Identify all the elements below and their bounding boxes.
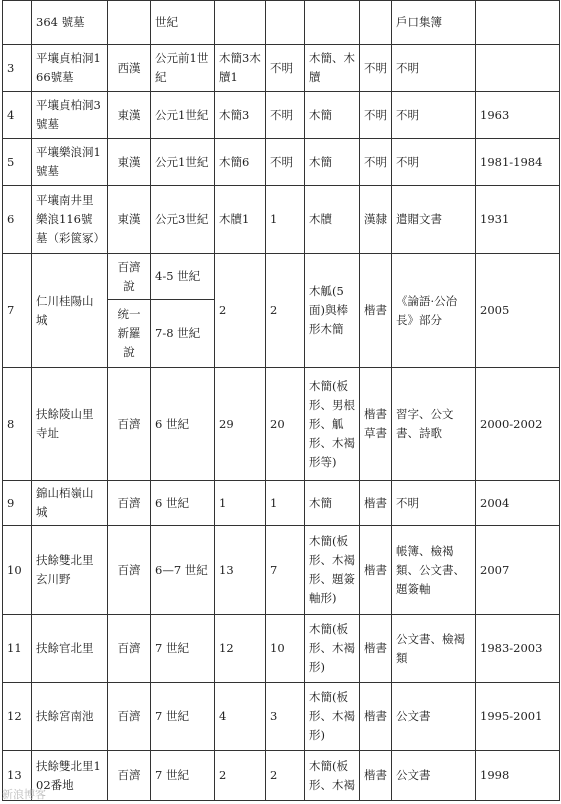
cell-count xyxy=(266,1,305,45)
cell-content: 習字、公文書、詩歌 xyxy=(392,368,476,481)
cell-no xyxy=(3,1,32,45)
cell-no: 7 xyxy=(3,254,32,368)
cell-site: 平壤南井里樂浪116號墓（彩篋冢） xyxy=(32,186,108,254)
cell-no: 5 xyxy=(3,139,32,186)
cell-type: 13 xyxy=(215,526,266,615)
cell-era: 7 世紀 xyxy=(151,615,215,683)
cell-no: 12 xyxy=(3,683,32,751)
cell-content: 公文書 xyxy=(392,751,476,801)
cell-no: 3 xyxy=(3,45,32,92)
cell-site: 扶餘宮南池 xyxy=(32,683,108,751)
cell-site: 平壤樂浪洞1號墓 xyxy=(32,139,108,186)
table-row xyxy=(3,254,560,300)
cell-content: 公文書、檢褐類 xyxy=(392,615,476,683)
cell-no: 8 xyxy=(3,368,32,481)
cell-type: 木牘1 xyxy=(215,186,266,254)
cell-material: 木簡(板形、木褐形) xyxy=(305,615,360,683)
cell-era: 世紀 xyxy=(151,1,215,45)
cell-script: 不明 xyxy=(360,92,392,139)
cell-no: 13 xyxy=(3,751,32,801)
cell-year xyxy=(476,1,560,45)
cell-era: 6 世紀 xyxy=(151,368,215,481)
cell-type: 木簡3 xyxy=(215,92,266,139)
cell-site: 扶餘雙北里玄川野 xyxy=(32,526,108,615)
cell-count: 1 xyxy=(266,186,305,254)
cell-material: 木簡、木牘 xyxy=(305,45,360,92)
cell-dynasty: 百濟 xyxy=(108,368,151,481)
cell-script: 楷書 xyxy=(360,683,392,751)
cell-count: 不明 xyxy=(266,45,305,92)
table-row xyxy=(3,481,560,526)
cell-count: 2 xyxy=(266,254,305,368)
cell-dynasty: 百濟 xyxy=(108,751,151,801)
cell-count: 3 xyxy=(266,683,305,751)
cell-type: 2 xyxy=(215,751,266,801)
cell-year: 1963 xyxy=(476,92,560,139)
cell-material: 木簡(板形、男根形、觚形、木褐形等) xyxy=(305,368,360,481)
cell-year xyxy=(476,45,560,92)
cell-year: 1998 xyxy=(476,751,560,801)
cell-era: 公元1世紀 xyxy=(151,92,215,139)
cell-site: 仁川桂陽山城 xyxy=(32,254,108,368)
cell-dynasty: 百濟 xyxy=(108,615,151,683)
cell-content: 遣賵文書 xyxy=(392,186,476,254)
cell-site: 扶餘陵山里寺址 xyxy=(32,368,108,481)
cell-content: 帳簿、檢褐類、公文書、題簽軸 xyxy=(392,526,476,615)
cell-year: 2000-2002 xyxy=(476,368,560,481)
table-row xyxy=(3,683,560,751)
table-row xyxy=(3,1,560,45)
cell-no: 10 xyxy=(3,526,32,615)
cell-type: 木簡6 xyxy=(215,139,266,186)
cell-year: 1983-2003 xyxy=(476,615,560,683)
cell-site: 364 號墓 xyxy=(32,1,108,45)
cell-script: 不明 xyxy=(360,45,392,92)
cell-dynasty-a: 百濟說 xyxy=(108,254,151,300)
cell-type xyxy=(215,1,266,45)
cell-era: 公元1世紀 xyxy=(151,139,215,186)
cell-content: 《論語·公冶長》部分 xyxy=(392,254,476,368)
cell-no: 4 xyxy=(3,92,32,139)
cell-site: 扶餘官北里 xyxy=(32,615,108,683)
cell-count: 1 xyxy=(266,481,305,526)
cell-script: 漢隸 xyxy=(360,186,392,254)
cell-dynasty: 東漢 xyxy=(108,92,151,139)
cell-era: 公元3世紀 xyxy=(151,186,215,254)
cell-year: 2004 xyxy=(476,481,560,526)
cell-script xyxy=(360,1,392,45)
cell-type: 2 xyxy=(215,254,266,368)
cell-dynasty: 百濟 xyxy=(108,683,151,751)
table-row xyxy=(3,526,560,615)
cell-dynasty: 東漢 xyxy=(108,139,151,186)
cell-year: 1995-2001 xyxy=(476,683,560,751)
table-row xyxy=(3,92,560,139)
cell-content: 公文書 xyxy=(392,683,476,751)
cell-site: 扶餘雙北里102番地 xyxy=(32,751,108,801)
table-row xyxy=(3,139,560,186)
cell-material xyxy=(305,1,360,45)
wooden-slips-table xyxy=(2,0,560,801)
table-row xyxy=(3,615,560,683)
cell-material: 木簡(板形、木褐形、題簽軸形) xyxy=(305,526,360,615)
cell-count: 10 xyxy=(266,615,305,683)
cell-count: 2 xyxy=(266,751,305,801)
cell-site: 平壤貞柏洞3號墓 xyxy=(32,92,108,139)
cell-dynasty xyxy=(108,1,151,45)
cell-count: 7 xyxy=(266,526,305,615)
cell-count: 20 xyxy=(266,368,305,481)
watermark: 新浪博客 xyxy=(2,788,46,801)
cell-material: 木簡 xyxy=(305,139,360,186)
cell-era: 6—7 世紀 xyxy=(151,526,215,615)
cell-script: 不明 xyxy=(360,139,392,186)
cell-site: 平壤貞柏洞166號墓 xyxy=(32,45,108,92)
cell-no: 11 xyxy=(3,615,32,683)
cell-era: 6 世紀 xyxy=(151,481,215,526)
cell-year: 1931 xyxy=(476,186,560,254)
cell-site: 錦山栢嶺山城 xyxy=(32,481,108,526)
cell-no: 9 xyxy=(3,481,32,526)
cell-era-a: 4-5 世紀 xyxy=(151,254,215,300)
cell-dynasty: 西漢 xyxy=(108,45,151,92)
cell-type: 29 xyxy=(215,368,266,481)
cell-material: 木觚(5面)與棒形木簡 xyxy=(305,254,360,368)
table-row xyxy=(3,751,560,801)
cell-script: 楷書 xyxy=(360,254,392,368)
cell-material: 木簡(板形、木褐形) xyxy=(305,683,360,751)
cell-content: 不明 xyxy=(392,139,476,186)
cell-era: 7 世紀 xyxy=(151,683,215,751)
cell-era: 7 世紀 xyxy=(151,751,215,801)
cell-type: 4 xyxy=(215,683,266,751)
cell-count: 不明 xyxy=(266,139,305,186)
cell-material: 木簡 xyxy=(305,481,360,526)
cell-material: 木簡(板形、木褐 xyxy=(305,751,360,801)
cell-script: 楷書 xyxy=(360,615,392,683)
cell-script: 楷書 xyxy=(360,526,392,615)
cell-no: 6 xyxy=(3,186,32,254)
cell-type: 1 xyxy=(215,481,266,526)
cell-year: 2005 xyxy=(476,254,560,368)
cell-material: 木簡 xyxy=(305,92,360,139)
cell-script: 楷書草書 xyxy=(360,368,392,481)
cell-material: 木牘 xyxy=(305,186,360,254)
cell-year: 2007 xyxy=(476,526,560,615)
cell-year: 1981-1984 xyxy=(476,139,560,186)
cell-content: 戶口集簿 xyxy=(392,1,476,45)
table-row xyxy=(3,45,560,92)
cell-script: 楷書 xyxy=(360,751,392,801)
cell-dynasty: 百濟 xyxy=(108,526,151,615)
cell-content: 不明 xyxy=(392,481,476,526)
cell-content: 不明 xyxy=(392,45,476,92)
cell-era: 公元前1世紀 xyxy=(151,45,215,92)
cell-script: 楷書 xyxy=(360,481,392,526)
table-row xyxy=(3,368,560,481)
cell-era-b: 7-8 世紀 xyxy=(151,300,215,368)
cell-dynasty: 百濟 xyxy=(108,481,151,526)
cell-type: 木簡3木牘1 xyxy=(215,45,266,92)
cell-dynasty-b: 统一新羅說 xyxy=(108,300,151,368)
table-row xyxy=(3,186,560,254)
cell-count: 不明 xyxy=(266,92,305,139)
cell-dynasty: 東漢 xyxy=(108,186,151,254)
cell-content: 不明 xyxy=(392,92,476,139)
cell-type: 12 xyxy=(215,615,266,683)
